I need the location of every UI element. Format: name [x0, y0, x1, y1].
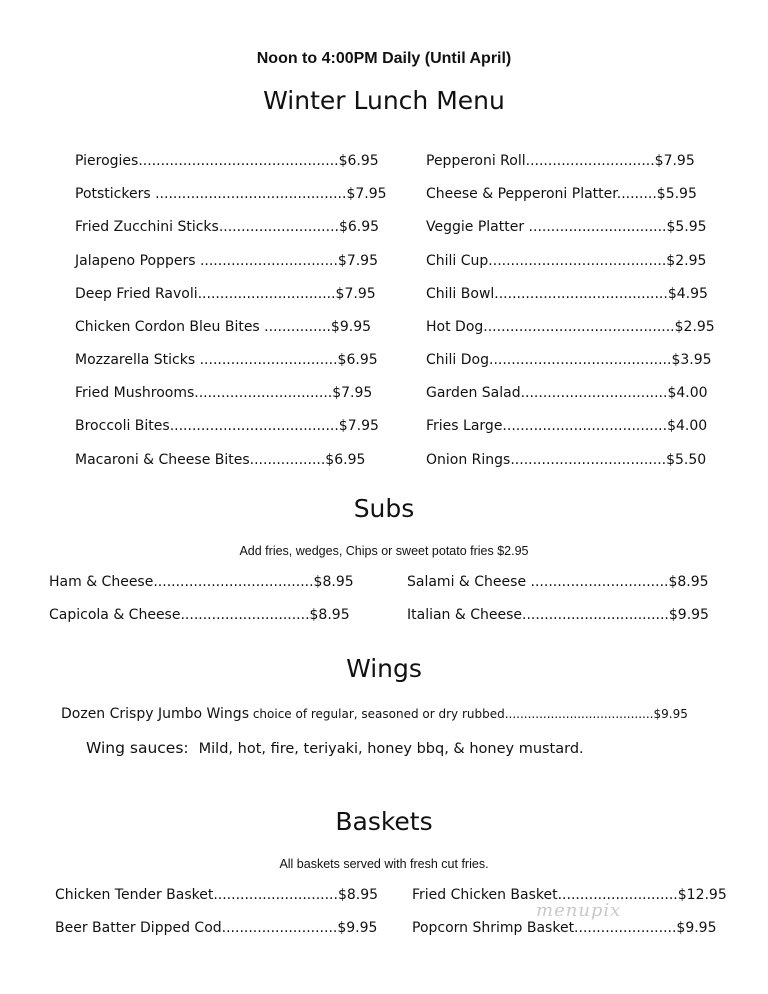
- basket-item: Beer Batter Dipped Cod..........................$9.95: [55, 920, 378, 936]
- menu-item: Veggie Platter ...............................$5.95: [426, 219, 707, 235]
- menu-item: Chicken Cordon Bleu Bites ...............$9.95: [75, 319, 372, 335]
- subs-note: Add fries, wedges, Chips or sweet potato fries $2.95: [239, 544, 529, 558]
- basket-item: Fried Chicken Basket...........................$12.95: [412, 887, 727, 903]
- menu-item: Cheese & Pepperoni Platter.........$5.95: [426, 186, 697, 202]
- baskets-heading: Baskets: [335, 807, 433, 836]
- wing-item: [61, 706, 688, 722]
- basket-item: Chicken Tender Basket............................$8.95: [55, 887, 379, 903]
- menu-item: Broccoli Bites......................................$7.95: [75, 418, 379, 434]
- menu-item: Chili Cup........................................$2.95: [426, 253, 707, 269]
- menu-item: Chili Bowl.......................................$4.95: [426, 286, 708, 302]
- wing-sauces-list: Mild, hot, fire, teriyaki, honey bbq, & honey mustard.: [198, 741, 584, 757]
- wing-item-description: choice of regular, seasoned or dry rubbed: [249, 707, 505, 721]
- menu-item: Jalapeno Poppers ...............................$7.95: [75, 253, 378, 269]
- wing-item-price: .......................................$9.95: [504, 707, 688, 721]
- menu-item: Garden Salad.................................$4.00: [426, 385, 708, 401]
- wing-sauces-label: Wing sauces:: [86, 739, 189, 757]
- menu-item: Pepperoni Roll.............................$7.95: [426, 153, 695, 169]
- menu-item: Mozzarella Sticks ...............................$6.95: [75, 352, 378, 368]
- menu-item: Fried Zucchini Sticks...........................$6.95: [75, 219, 380, 235]
- basket-item: Popcorn Shrimp Basket.......................$9.95: [412, 920, 717, 936]
- menu-item: Pierogies.............................................$6.95: [75, 153, 379, 169]
- menu-item: Potstickers ...........................................$7.95: [75, 186, 387, 202]
- menu-item: Fries Large.....................................$4.00: [426, 418, 708, 434]
- hours-heading: Noon to 4:00PM Daily (Until April): [256, 50, 512, 67]
- menu-item: Macaroni & Cheese Bites.................$6.95: [75, 452, 366, 468]
- sub-item: Ham & Cheese....................................$8.95: [49, 574, 354, 590]
- sub-item: Capicola & Cheese.............................$8.95: [49, 607, 350, 623]
- menu-item: Hot Dog...........................................$2.95: [426, 319, 715, 335]
- wing-sauces: [86, 739, 584, 757]
- menu-item: Fried Mushrooms...............................$7.95: [75, 385, 373, 401]
- page-title: Winter Lunch Menu: [263, 86, 505, 115]
- wings-heading: Wings: [346, 654, 422, 683]
- subs-heading: Subs: [353, 494, 415, 523]
- menu-item: Deep Fried Ravoli...............................$7.95: [75, 286, 376, 302]
- baskets-note: All baskets served with fresh cut fries.: [279, 857, 489, 871]
- menu-item: Onion Rings...................................$5.50: [426, 452, 707, 468]
- watermark-logo: menupix: [536, 900, 622, 921]
- wing-item-name: Dozen Crispy Jumbo Wings: [61, 706, 249, 722]
- menu-item: Chili Dog.........................................$3.95: [426, 352, 712, 368]
- sub-item: Salami & Cheese ...............................$8.95: [407, 574, 709, 590]
- sub-item: Italian & Cheese.................................$9.95: [407, 607, 709, 623]
